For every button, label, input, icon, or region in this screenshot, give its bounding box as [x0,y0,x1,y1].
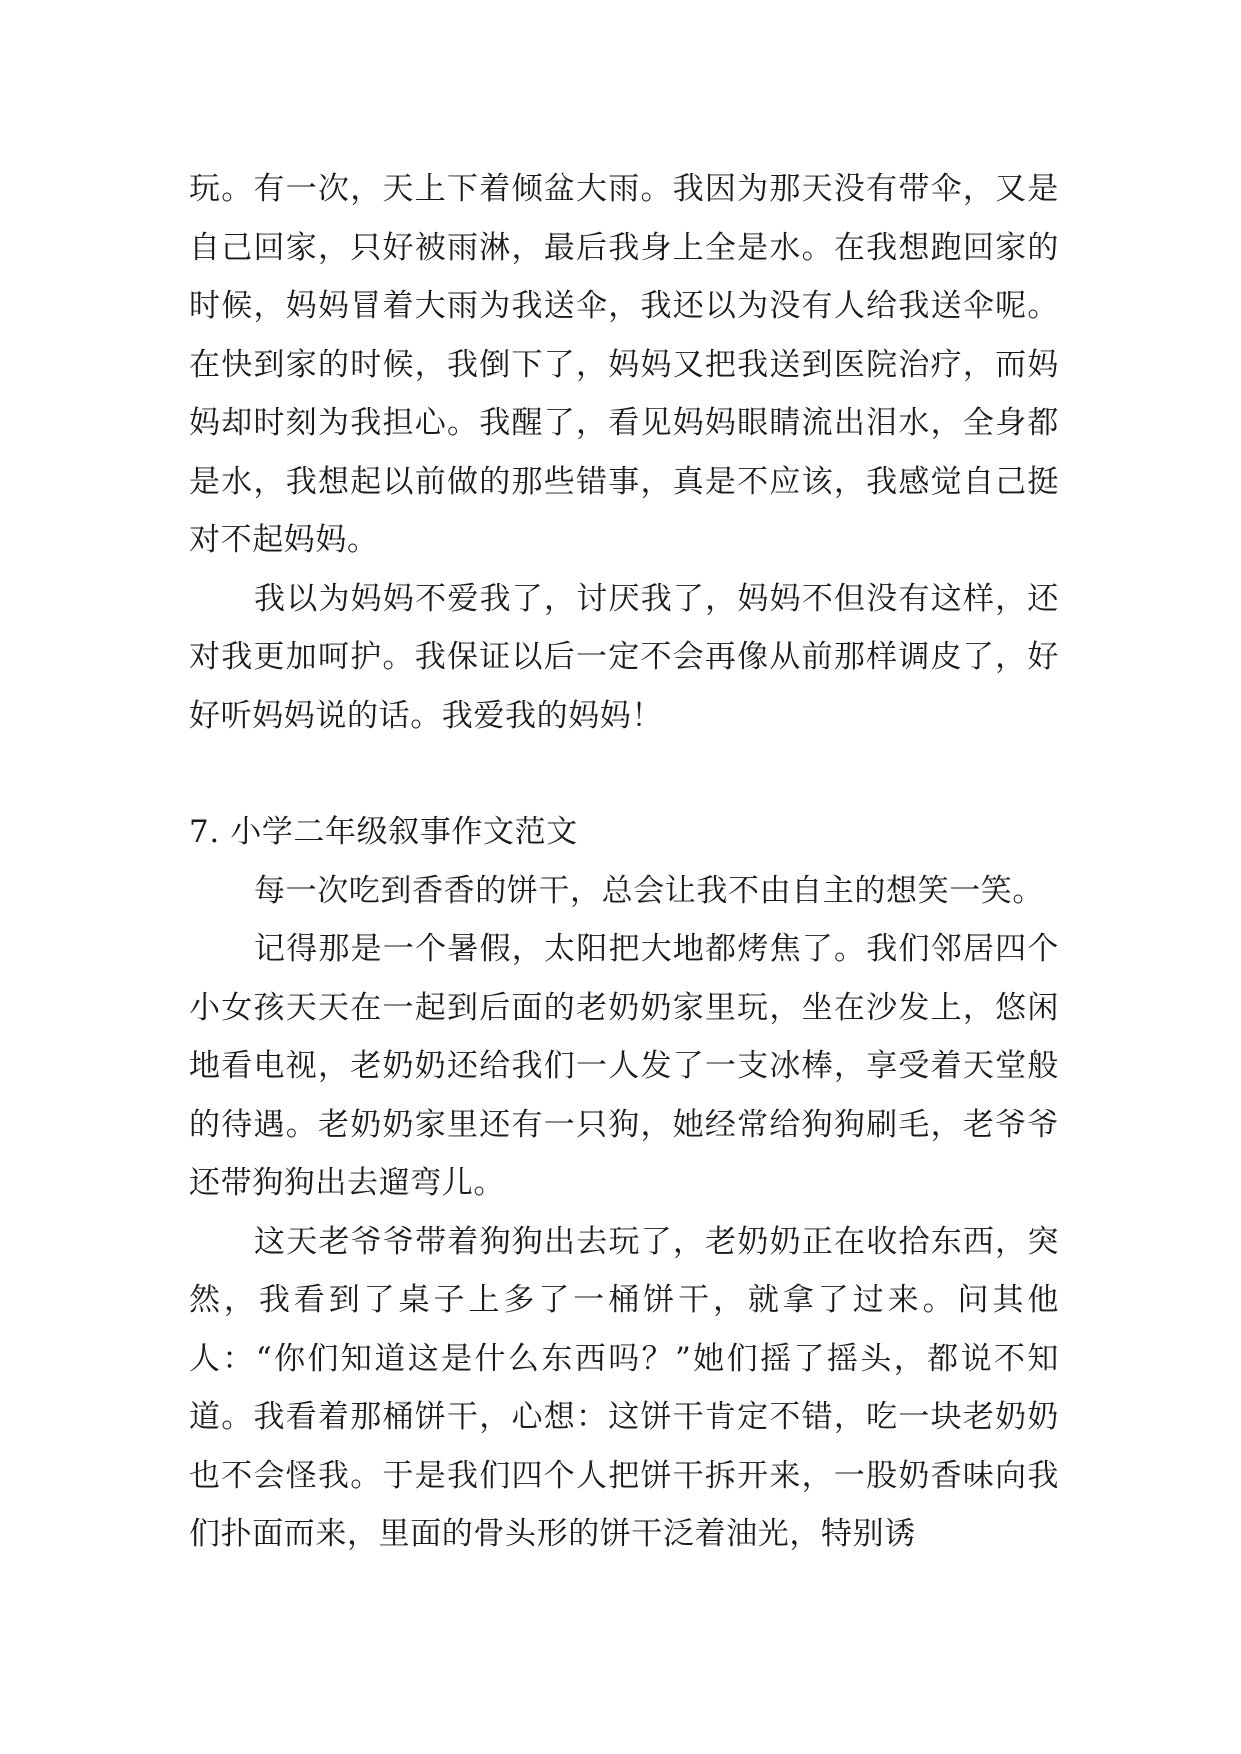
paragraph-biscuit-story: 这天老爷爷带着狗狗出去玩了，老奶奶正在收拾东西，突然，我看到了桌子上多了一桶饼干，就拿了过来。问其他人：“你们知道这是什么东西吗？”她们摇了摇头，都说不知道。我看着那桶饼干，心想：这饼干肯定不错，吃一块老奶奶也不会怪我。于是我们四个人把饼干拆开来，一股奶香味向我们扑面而来，里面的骨头形的饼干泛着油光，特别诱 [189,1223,1059,1552]
paragraph-continued-story: 玩。有一次，天上下着倾盆大雨。我因为那天没有带伞，又是自己回家，只好被雨淋，最后我身上全是水。在我想跑回家的时候，妈妈冒着大雨为我送伞，我还以为没有人给我送伞呢。在快到家的时候，我倒下了，妈妈又把我送到医院治疗，而妈妈却时刻为我担心。我醒了，看见妈妈眼睛流出泪水，全身都是水，我想起以前做的那些错事，真是不应该，我感觉自己挺对不起妈妈。 [189,171,1059,558]
paragraph-opening: 每一次吃到香香的饼干，总会让我不由自主的想笑一笑。 [254,872,1044,909]
paragraph-conclusion: 我以为妈妈不爱我了，讨厌我了，妈妈不但没有这样，还对我更加呵护。我保证以后一定不会再像从前那样调皮了，好好听妈妈说的话。我爱我的妈妈！ [189,580,1059,734]
document-body [189,160,1059,1564]
section-heading: 7. 小学二年级叙事作文范文 [189,814,578,850]
paragraph-summer-memory: 记得那是一个暑假，太阳把大地都烤焦了。我们邻居四个小女孩天天在一起到后面的老奶奶家里玩，坐在沙发上，悠闲地看电视，老奶奶还给我们一人发了一支冰棒，享受着天堂般的待遇。老奶奶家里还有一只狗，她经常给狗狗刷毛，老爷爷还带狗狗出去遛弯儿。 [189,931,1059,1201]
